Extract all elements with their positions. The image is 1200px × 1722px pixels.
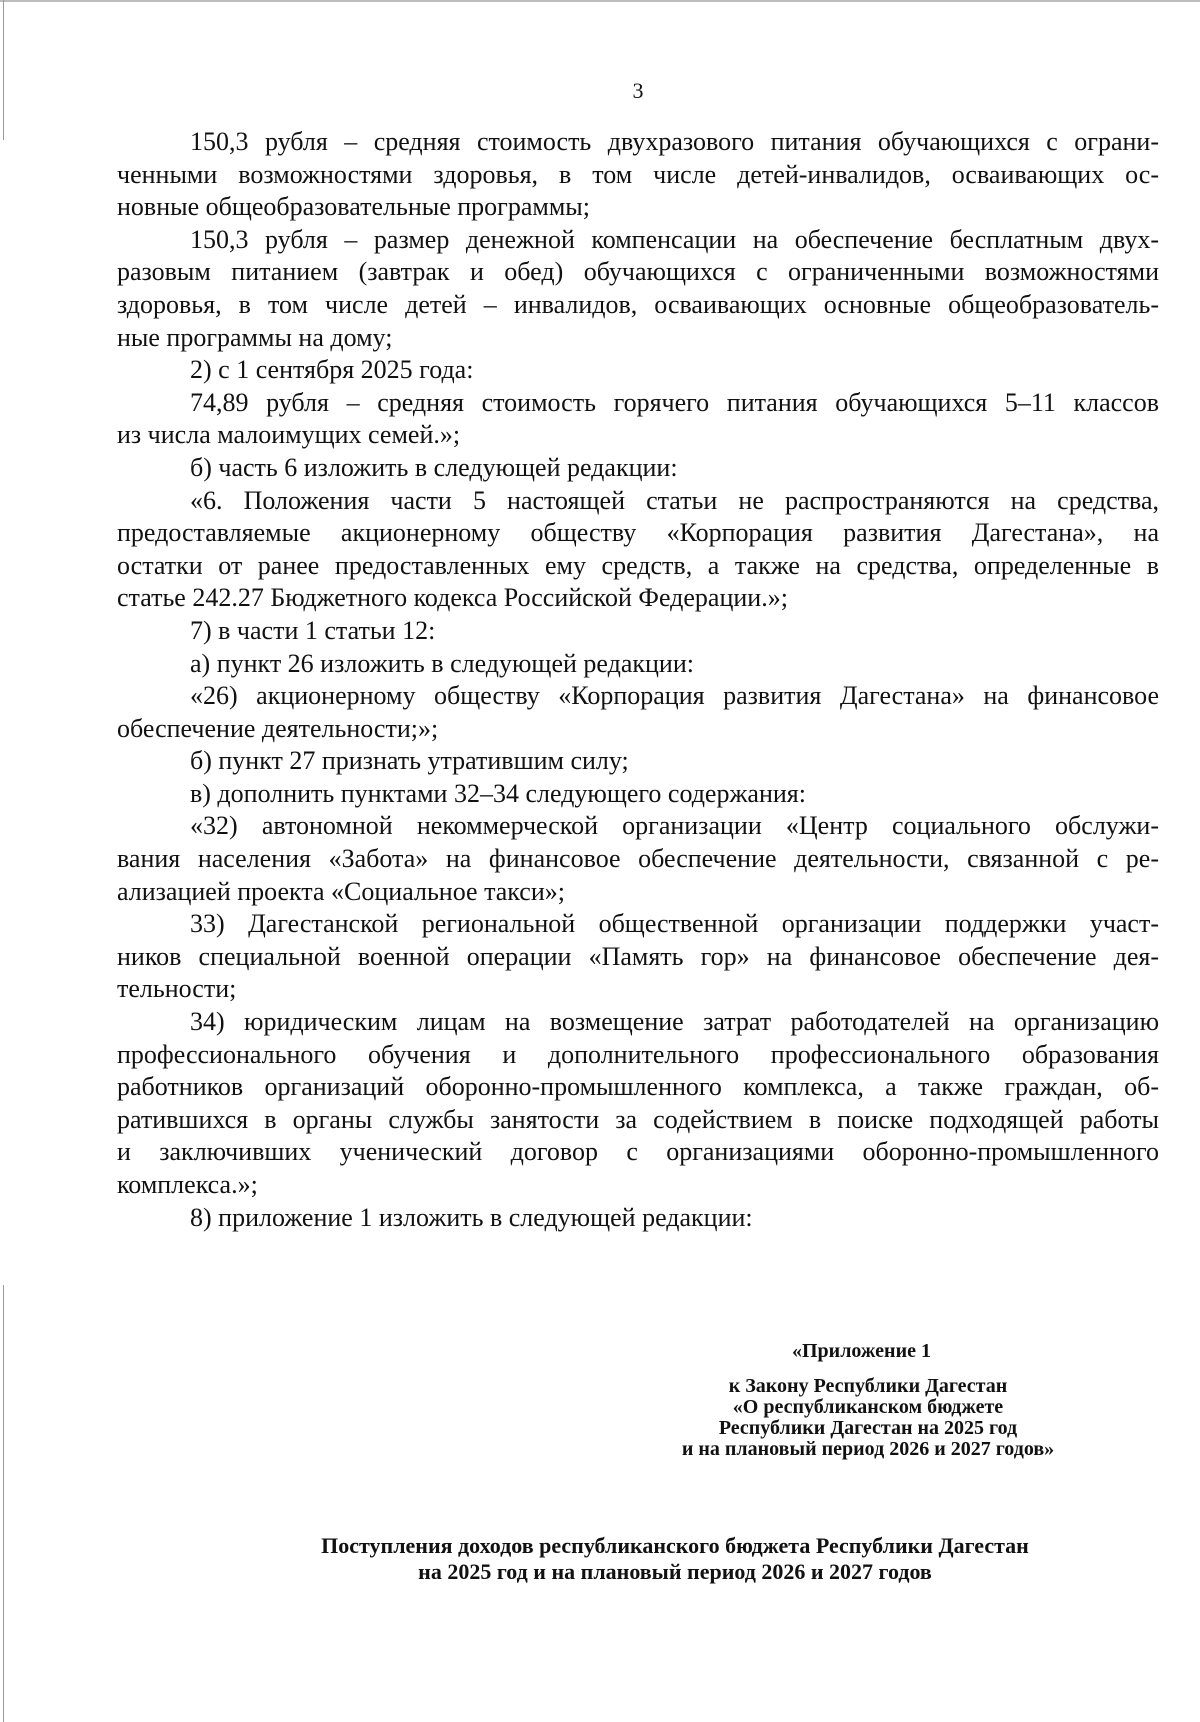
body-line: «32) автономной некоммерческой организации «Центр социального обслужи- bbox=[190, 811, 1159, 841]
body-line: 7) в части 1 статьи 12: bbox=[190, 615, 436, 645]
body-line: а) пункт 26 изложить в следующей редакции: bbox=[190, 648, 694, 678]
body-line: ратившихся в органы службы занятости за содействием в поиске подходящей работы bbox=[117, 1104, 1159, 1134]
body-line: б) часть 6 изложить в следующей редакции: bbox=[190, 452, 678, 482]
body-line: статье 242.27 Бюджетного кодекса Российской Федерации.»; bbox=[117, 583, 788, 613]
body-line: 33) Дагестанской региональной общественной организации поддержки участ- bbox=[190, 909, 1159, 939]
section-heading-line: на 2025 год и на плановый период 2026 и 2027 годов bbox=[418, 1559, 932, 1584]
body-line: «26) акционерному обществу «Корпорация развития Дагестана» на финансовое bbox=[190, 681, 1159, 711]
body-line: из числа малоимущих семей.»; bbox=[117, 420, 461, 450]
section-heading-line: Поступления доходов республиканского бюджета Республики Дагестан bbox=[321, 1533, 1029, 1558]
body-line: работников организаций оборонно-промышленного комплекса, а также граждан, об- bbox=[117, 1072, 1159, 1102]
body-line: ченными возможностями здоровья, в том числе детей-инвалидов, осваивающих ос- bbox=[117, 159, 1159, 189]
page-number: 3 bbox=[632, 78, 644, 103]
appendix-title: «Приложение 1 bbox=[792, 1340, 931, 1362]
body-line: комплекса.»; bbox=[117, 1170, 258, 1199]
body-line: профессионального обучения и дополнительного профессионального образования bbox=[117, 1039, 1159, 1069]
body-line: предоставляемые акционерному обществу «Корпорация развития Дагестана», на bbox=[117, 518, 1159, 548]
body-line: 34) юридическим лицам на возмещение затрат работодателей на организацию bbox=[190, 1007, 1159, 1037]
body-line: 8) приложение 1 изложить в следующей редакции: bbox=[190, 1202, 753, 1232]
appendix-subtitle-line: «О республиканском бюджете bbox=[732, 1396, 1004, 1418]
body-line: ные программы на дому; bbox=[117, 322, 393, 352]
body-line: разовым питанием (завтрак и обед) обучающихся с ограниченными возможностями bbox=[117, 257, 1159, 287]
body-line: б) пункт 27 признать утратившим силу; bbox=[190, 746, 629, 776]
body-line: в) дополнить пунктами 32–34 следующего содержания: bbox=[190, 778, 806, 808]
appendix-subtitle bbox=[618, 1376, 1118, 1460]
body-line: обеспечение деятельности;»; bbox=[117, 713, 439, 743]
body-line: 150,3 рубля – средняя стоимость двухразового питания обучающихся с ограни- bbox=[190, 127, 1159, 156]
body-text bbox=[117, 126, 1159, 1234]
scan-left-edge-lower bbox=[3, 1285, 4, 1722]
body-line: «6. Положения части 5 настоящей статьи не распространяются на средства, bbox=[190, 485, 1159, 515]
body-line: 74,89 рубля – средняя стоимость горячего питания обучающихся 5–11 классов bbox=[190, 387, 1159, 417]
section-heading bbox=[235, 1533, 1115, 1585]
appendix-subtitle-line: и на плановый период 2026 и 2027 годов» bbox=[681, 1438, 1055, 1460]
body-line: остатки от ранее предоставленных ему средств, а также на средства, определенные в bbox=[117, 550, 1159, 580]
body-line: 150,3 рубля – размер денежной компенсации на обеспечение бесплатным двух- bbox=[190, 224, 1159, 254]
body-line: тельности; bbox=[117, 974, 237, 1004]
body-line: ников специальной военной операции «Память гор» на финансовое обеспечение дея- bbox=[117, 941, 1159, 971]
body-line: 2) с 1 сентября 2025 года: bbox=[190, 355, 474, 385]
appendix-subtitle-line: Республики Дагестан на 2025 год bbox=[718, 1417, 1018, 1439]
body-line: и заключивших ученический договор с организациями оборонно-промышленного bbox=[117, 1137, 1159, 1167]
scan-left-edge bbox=[3, 0, 4, 140]
scan-top-edge bbox=[0, 0, 1200, 2]
appendix-subtitle-line: к Закону Республики Дагестан bbox=[728, 1375, 1008, 1397]
body-line: здоровья, в том числе детей – инвалидов, осваивающих основные общеобразователь- bbox=[117, 289, 1159, 319]
body-line: новные общеобразовательные программы; bbox=[117, 192, 590, 222]
body-line: вания населения «Забота» на финансовое обеспечение деятельности, связанной с ре- bbox=[117, 844, 1159, 874]
body-line: ализацией проекта «Социальное такси»; bbox=[117, 876, 565, 906]
